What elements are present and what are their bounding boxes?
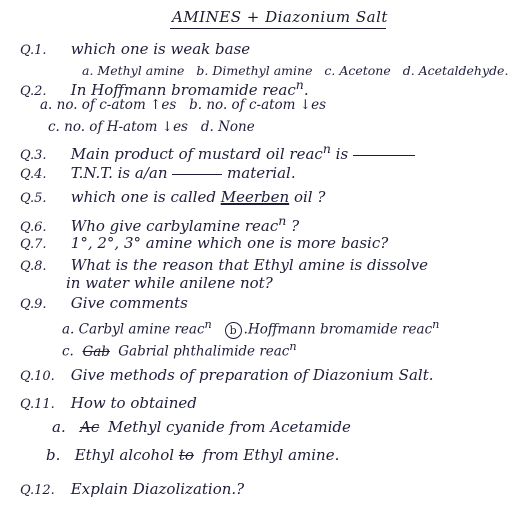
question-number: Q.9. (20, 297, 47, 312)
question-text-continued: in water while anilene not? (66, 274, 273, 292)
question-number: Q.12. (20, 483, 55, 498)
question-9-options-row2 (62, 338, 297, 361)
option-a-text: Methyl cyanide from Acetamide (108, 418, 351, 436)
option-d: d. Acetaldehyde. (402, 63, 509, 78)
question-number: Q.6. (20, 220, 47, 235)
question-text: Give comments (70, 294, 188, 312)
underlined-term: Meerben (220, 188, 290, 206)
page-title: AMINES + Diazonium Salt (172, 8, 388, 26)
superscript: n (289, 340, 297, 353)
question-8 (20, 256, 428, 276)
question-number: Q.11. (20, 397, 55, 412)
question-4 (20, 164, 296, 184)
question-3 (20, 140, 415, 165)
option-b-text: Ethyl alcohol (74, 446, 175, 464)
question-1 (20, 40, 250, 60)
question-7 (20, 234, 388, 254)
option-b: b. no. of c-atom ↓es (189, 97, 326, 113)
option-b-text-end: from Ethyl amine. (202, 446, 340, 464)
superscript: n (204, 318, 212, 331)
question-text: Give methods of preparation of Diazonium Salt. (70, 366, 434, 384)
question-11 (20, 394, 197, 414)
circled-option-letter: b (225, 322, 242, 339)
option-c: c. (62, 343, 74, 360)
option-a: a. no. of c-atom ↑es (40, 97, 177, 113)
option-c: c. Acetone (324, 63, 391, 78)
question-number: Q.8. (20, 259, 47, 274)
answer-blank (172, 174, 222, 175)
question-number: Q.5. (20, 191, 47, 206)
superscript: n (432, 318, 440, 331)
question-text: How to obtained (70, 394, 197, 412)
question-12 (20, 480, 244, 500)
answer-blank (353, 155, 415, 156)
struck-text: to (178, 446, 194, 464)
question-text: T.N.T. is a/an (70, 164, 168, 182)
question-number: Q.2. (20, 84, 47, 99)
question-text: Explain Diazolization.? (70, 480, 245, 498)
option-a: a. Methyl amine (82, 63, 185, 78)
question-8-line2 (66, 274, 273, 292)
question-text: Who give carbylamine reac (70, 217, 279, 235)
title-underline (170, 28, 386, 29)
option-c: c. no. of H-atom ↓es (48, 119, 188, 135)
question-number: Q.1. (20, 43, 47, 58)
struck-text: Ac (80, 418, 100, 436)
question-10 (20, 366, 433, 386)
question-text: 1°, 2°, 3° amine which one is more basic? (70, 234, 389, 252)
question-text: Main product of mustard oil reac (70, 145, 323, 163)
question-2-options-row1 (40, 96, 326, 114)
option-b: .Hoffmann bromamide reac (243, 321, 433, 338)
question-text-end: ? (291, 217, 300, 235)
question-9-options-row1 (62, 316, 439, 339)
question-text: What is the reason that Ethyl amine is dissolve (70, 256, 428, 274)
question-text-end: oil ? (293, 188, 326, 206)
struck-text: Gab (82, 343, 110, 360)
option-a: a. Carbyl amine reac (62, 321, 205, 338)
question-9 (20, 294, 188, 314)
question-number: Q.3. (20, 148, 47, 163)
option-b: b. Dimethyl amine (196, 63, 313, 78)
question-text: which one is weak base (70, 40, 251, 58)
question-5 (20, 188, 325, 208)
question-text-end: material. (227, 164, 296, 182)
option-c-text: Gabrial phthalimide reac (118, 343, 290, 360)
question-11-option-a (52, 418, 351, 436)
option-b: b. (46, 446, 61, 464)
superscript: n (295, 77, 304, 92)
superscript: n (278, 213, 287, 228)
question-2-options-row2 (48, 118, 255, 136)
option-d: d. None (200, 119, 255, 135)
superscript: n (322, 141, 331, 156)
question-text: which one is called (70, 188, 216, 206)
question-text-end: is (335, 145, 349, 163)
question-number: Q.4. (20, 167, 47, 182)
question-2: Q.2. In Hoffmann bromamide reac$^n$. (20, 77, 309, 99)
question-text: In Hoffmann bromamide reac (70, 81, 296, 99)
option-a: a. (52, 418, 66, 436)
question-11-option-b (46, 446, 339, 464)
question-number: Q.7. (20, 237, 47, 252)
question-number: Q.10. (20, 369, 55, 384)
